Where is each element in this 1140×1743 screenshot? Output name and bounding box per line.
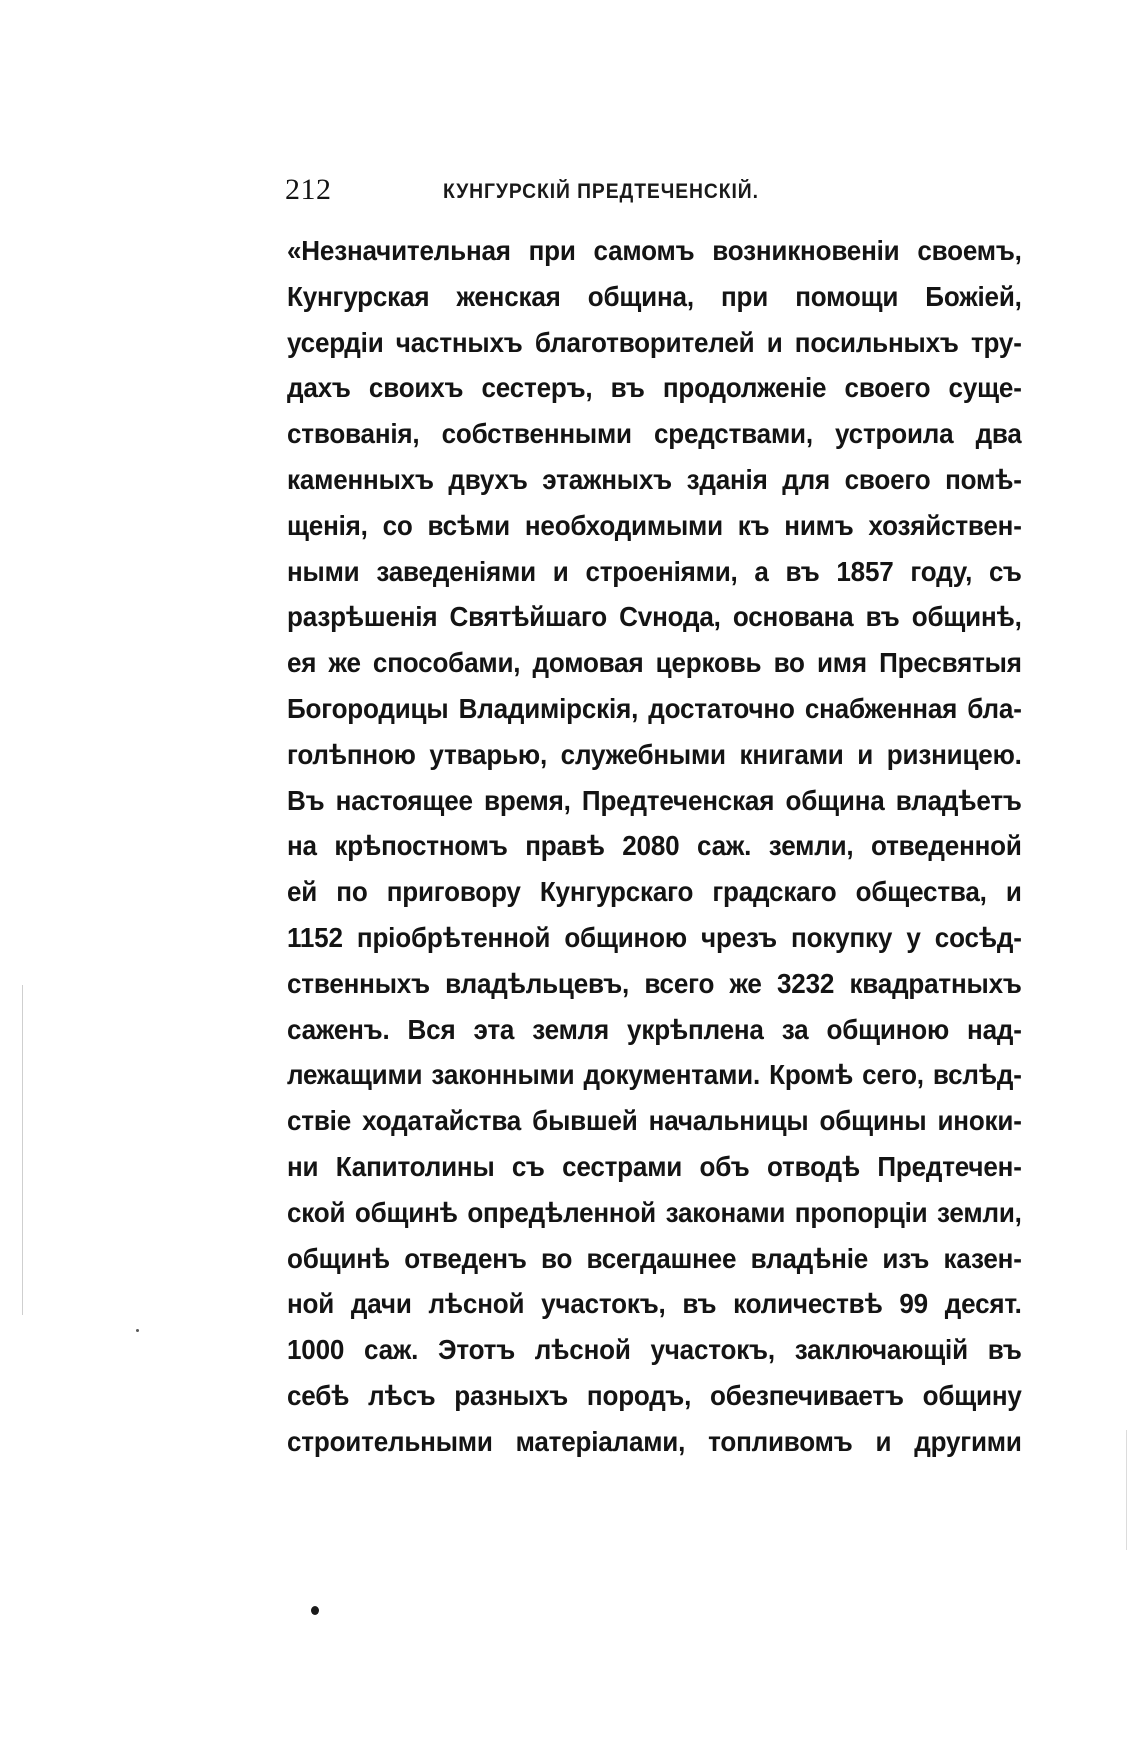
text-line: ей по приговору Кунгурскаго градскаго общества, и — [287, 876, 1022, 908]
text-line: строительными матерiалами, топливомъ и другими — [287, 1425, 1022, 1457]
body-text — [287, 228, 1022, 1465]
text-line: каменныхъ двухъ этажныхъ зданiя для своего помѣ- — [287, 463, 1022, 495]
text-line: саженъ. Вся эта земля укрѣплена за общиною над- — [287, 1013, 1022, 1045]
ink-speck — [311, 1606, 319, 1615]
text-line: дахъ своихъ сестеръ, въ продолженiе своего суще- — [287, 372, 1022, 404]
text-line: щенiя, со всѣми необходимыми къ нимъ хозяйствен- — [287, 509, 1022, 541]
text-line: общинѣ отведенъ во всегдашнее владѣнiе изъ казен- — [287, 1242, 1022, 1274]
text-line: ствованiя, собственными средствами, устроила два — [287, 418, 1022, 450]
text-line: разрѣшенiя Святѣйшаго Сvнода, основана въ общинѣ, — [287, 601, 1022, 633]
text-line: ными заведенiями и строенiями, а въ 1857 году, съ — [287, 555, 1022, 587]
text-line: ной дачи лѣсной участокъ, въ количествѣ 99 десят. — [287, 1288, 1022, 1320]
text-line: ея же способами, домовая церковь во имя Пресвятыя — [287, 647, 1022, 679]
text-line: Кунгурская женская община, при помощи Божiей, — [287, 280, 1022, 312]
running-head — [285, 170, 1025, 210]
page-number: 212 — [285, 173, 332, 206]
text-line: ственныхъ владѣльцевъ, всего же 3232 квадратныхъ — [287, 967, 1022, 999]
text-line: лежащими законными документами. Кромѣ сего, вслѣд- — [287, 1059, 1022, 1091]
text-line: себѣ лѣсъ разныхъ породъ, обезпечиваетъ общину — [287, 1379, 1022, 1411]
text-line: голѣпною утварью, служебными книгами и ризницею. — [287, 738, 1022, 770]
scan-margin-line — [1126, 1430, 1127, 1550]
text-line: ской общинѣ опредѣленной законами пропорцiи земли, — [287, 1196, 1022, 1228]
text-line: «Незначительная при самомъ возникновенiи своемъ, — [287, 235, 1022, 266]
text-line: Богородицы Владимiрскiя, достаточно снабженная бла- — [287, 692, 1022, 724]
text-line: 1152 прiобрѣтенной общиною чрезъ покупку у сосѣд- — [287, 921, 1022, 953]
text-line: Въ настоящее время, Предтеченская община владѣетъ — [287, 784, 1022, 816]
ink-speck — [136, 1329, 139, 1332]
text-line: на крѣпостномъ правѣ 2080 саж. земли, отведенной — [287, 830, 1022, 862]
text-line: ствiе ходатайства бывшей начальницы общины иноки- — [287, 1105, 1022, 1137]
running-title: КУНГУРСКІЙ ПРЕДТЕЧЕНСКІЙ. — [443, 180, 759, 203]
scan-margin-line — [22, 985, 23, 1315]
text-line: усердiи частныхъ благотворителей и посильныхъ тру- — [287, 326, 1022, 358]
text-line: ни Капитолины съ сестрами объ отводѣ Предтечен- — [287, 1150, 1022, 1182]
text-line: 1000 саж. Этотъ лѣсной участокъ, заключающiй въ — [287, 1334, 1022, 1366]
